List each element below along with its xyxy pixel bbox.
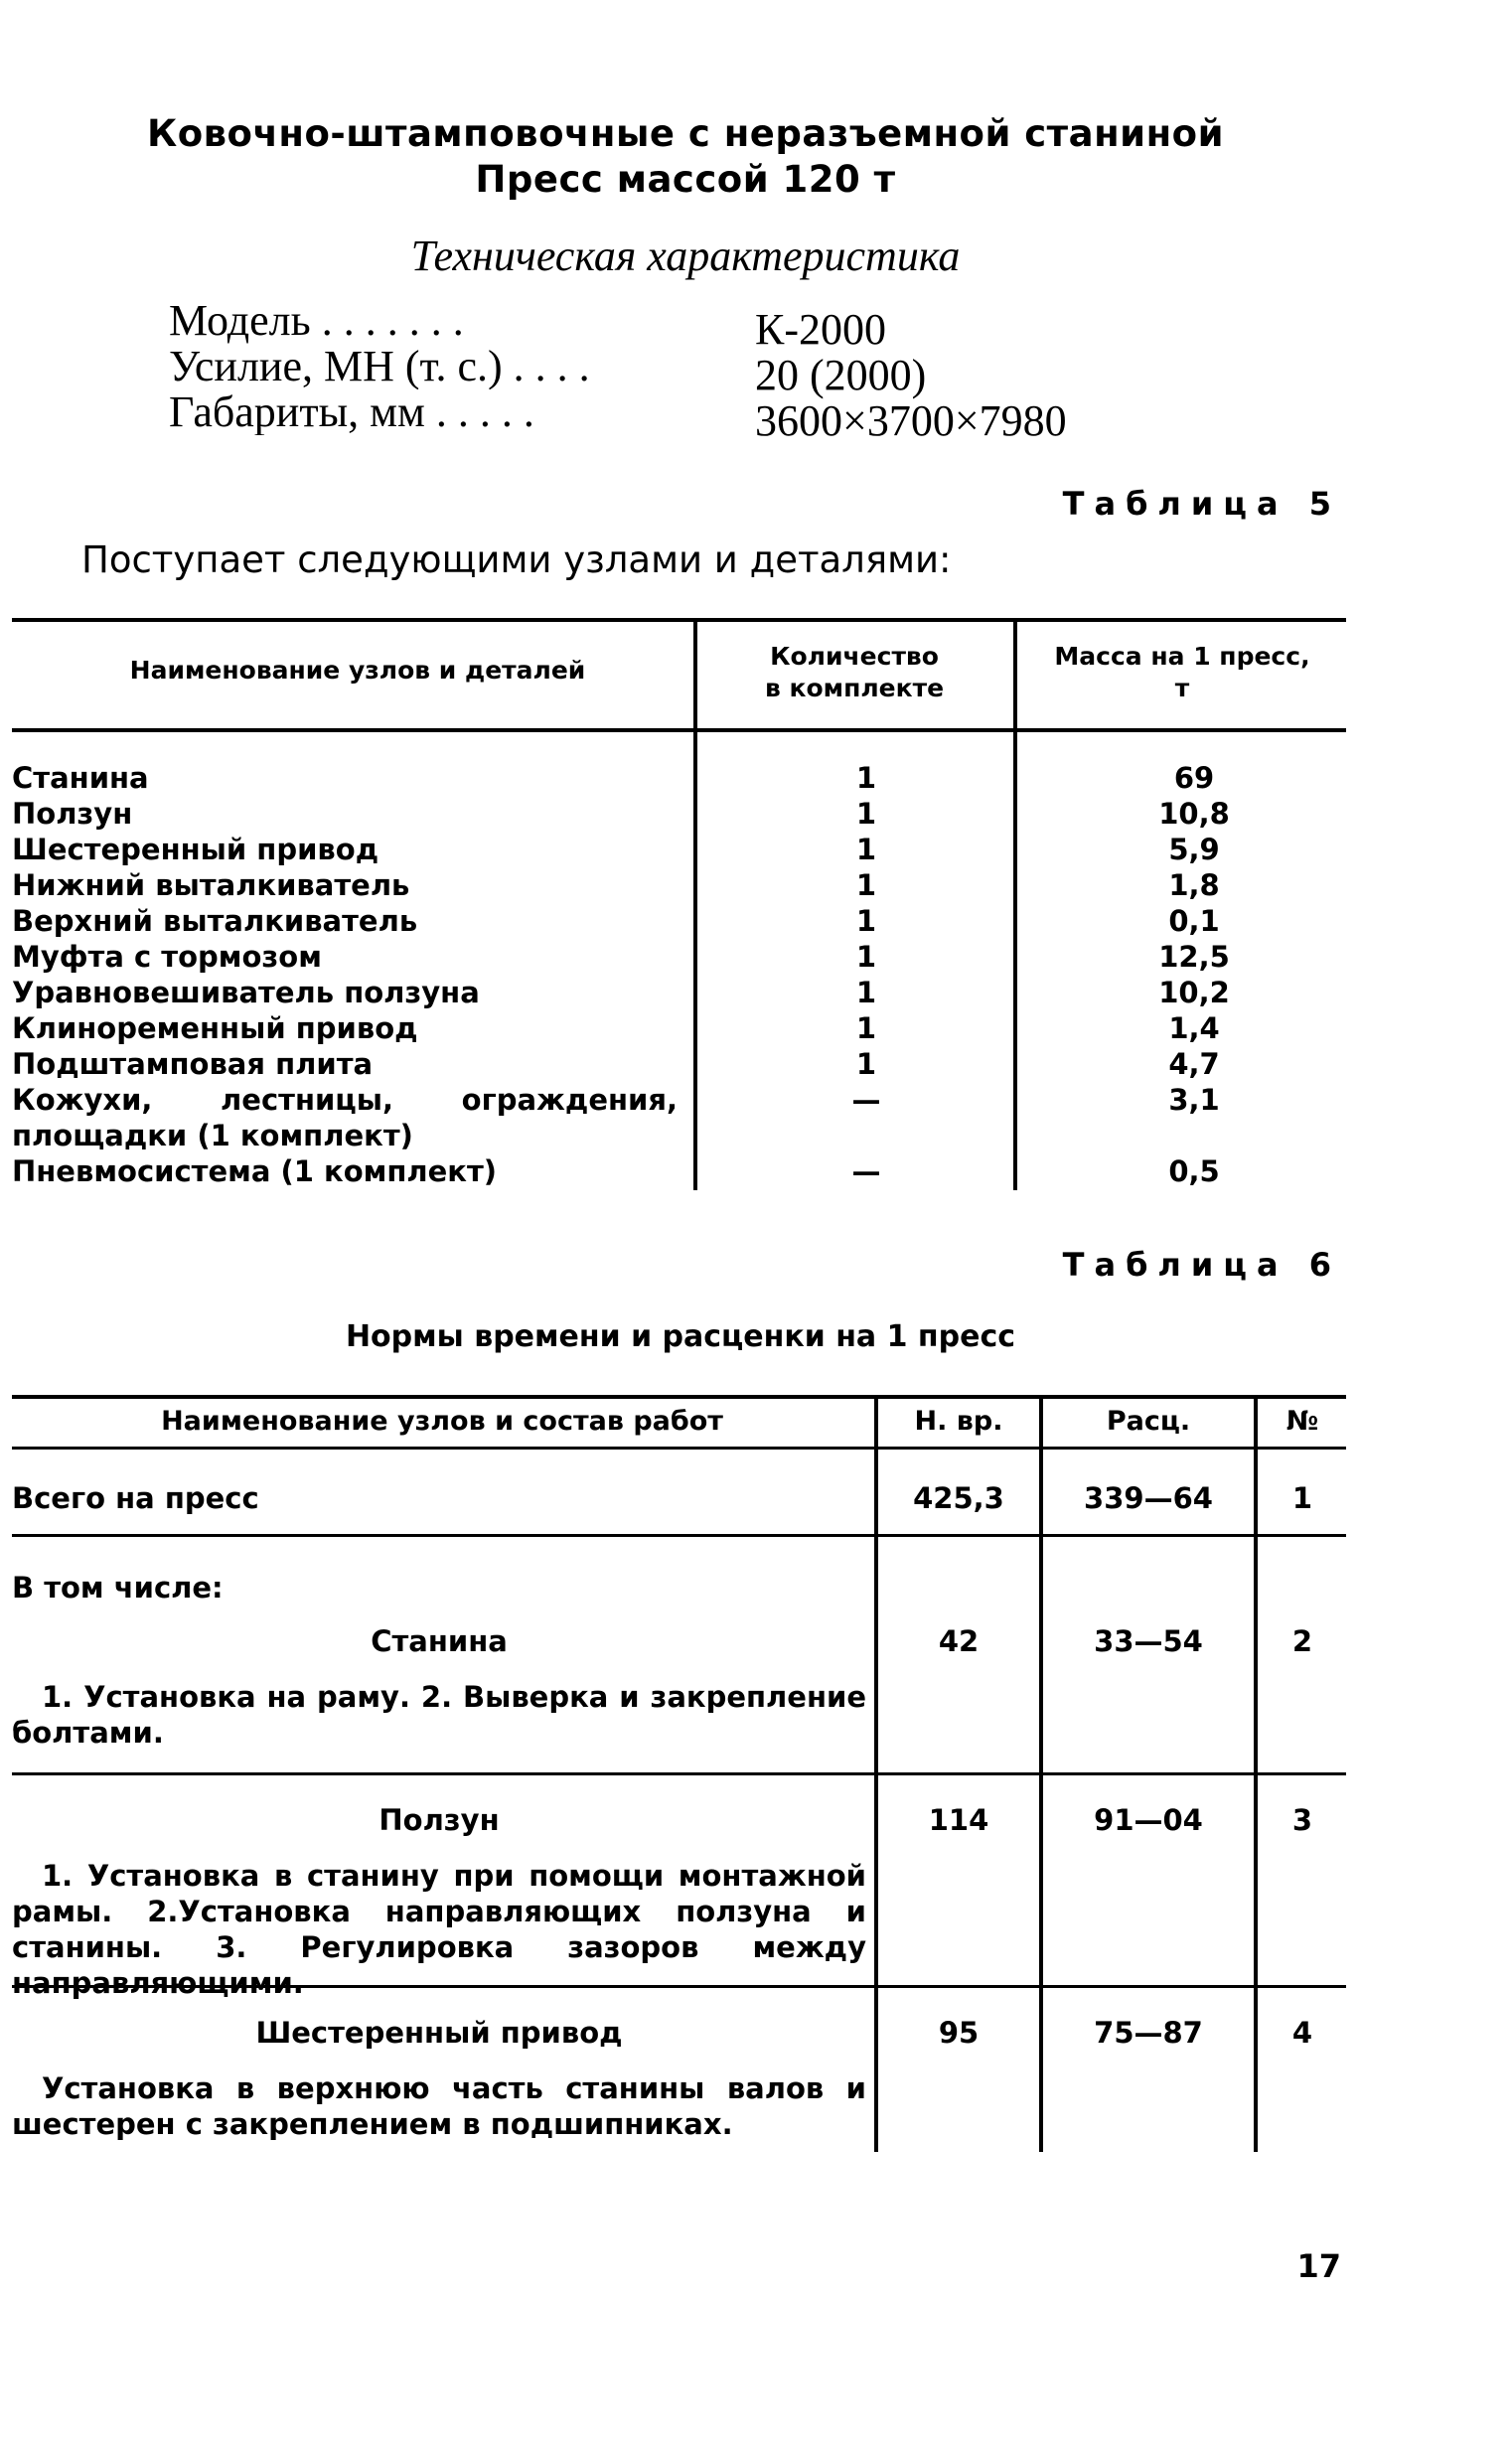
row-qty: 1 xyxy=(855,761,877,795)
row-qty: 1 xyxy=(855,1047,877,1081)
page-number: 17 xyxy=(1296,2247,1341,2285)
group-num: 2 xyxy=(1291,1624,1313,1658)
spec-value: 3600×3700×7980 xyxy=(755,396,1067,445)
spec-value: К-2000 xyxy=(755,305,886,354)
table5-header-rule xyxy=(12,728,1346,732)
row-mass: 10,8 xyxy=(1158,797,1230,831)
group-num: 3 xyxy=(1291,1803,1313,1837)
spec-row-dimensions xyxy=(169,389,1067,444)
spec-label: Габариты, мм . . . . . xyxy=(169,389,534,435)
group-time: 42 xyxy=(938,1624,980,1658)
group-title: Шестеренный привод xyxy=(255,2016,623,2050)
table5-top-rule xyxy=(12,618,1346,622)
group-title: Станина xyxy=(371,1624,508,1658)
row-qty: — xyxy=(851,1083,881,1117)
table6-col-divider-2 xyxy=(1039,1397,1043,2152)
row-name: Подштамповая плита xyxy=(12,1047,374,1081)
row-name: Верхний выталкиватель xyxy=(12,904,418,938)
row-qty: 1 xyxy=(855,1011,877,1045)
row-name: Станина xyxy=(12,761,149,795)
group-description: 1. Установка на раму. 2. Выверка и закрепление болтами. xyxy=(12,1680,866,1750)
table5-intro: Поступает следующими узлами и деталями: xyxy=(81,538,952,581)
row-name: Ползун xyxy=(12,797,133,831)
row-mass: 1,4 xyxy=(1168,1011,1220,1045)
group-time: 114 xyxy=(928,1803,989,1837)
row-name: Муфта с тормозом xyxy=(12,940,322,974)
row-mass: 0,1 xyxy=(1168,904,1220,938)
table5-col-divider-2 xyxy=(1013,622,1017,1190)
table6-caption: Нормы времени и расценки на 1 пресс xyxy=(345,1319,1016,1354)
row-mass: 5,9 xyxy=(1168,833,1220,866)
group-time: 95 xyxy=(938,2016,980,2050)
table6-header-rule xyxy=(12,1447,1346,1450)
table5-header-qty-line1: Количество xyxy=(770,642,939,671)
table6-col-divider-3 xyxy=(1254,1397,1258,2152)
table6-header-price: Расц. xyxy=(1106,1406,1191,1437)
table5-label: Таблица 5 xyxy=(1062,485,1341,523)
row-name: Нижний выталкиватель xyxy=(12,868,410,902)
total-row-num: 1 xyxy=(1291,1481,1313,1515)
table5-header-mass-line1: Масса на 1 пресс, xyxy=(1054,642,1310,671)
table5-col-divider-1 xyxy=(693,622,697,1190)
document-title: Ковочно-штамповочные с неразъемной станиной xyxy=(146,112,1224,155)
group-price: 91—04 xyxy=(1094,1803,1203,1837)
including-label: В том числе: xyxy=(12,1571,224,1605)
row-name: Клиноременный привод xyxy=(12,1011,418,1045)
row-qty: 1 xyxy=(855,940,877,974)
technical-spec-subtitle: Техническая характеристика xyxy=(410,231,961,280)
row-qty: 1 xyxy=(855,868,877,902)
group-description: 1. Установка в станину при помощи монтажной рамы. 2.Установка направляющих ползуна и станины. 3. Регулировка зазоров между направляющими. xyxy=(12,1859,866,2000)
row-mass: 10,2 xyxy=(1158,976,1230,1009)
row-mass: 12,5 xyxy=(1158,940,1230,974)
row-mass: 69 xyxy=(1173,761,1215,795)
row-qty: 1 xyxy=(855,797,877,831)
total-row-name: Всего на пресс xyxy=(12,1481,259,1515)
table6-header-name: Наименование узлов и состав работ xyxy=(161,1406,723,1437)
row-mass: 1,8 xyxy=(1168,868,1220,902)
table6-header-time: Н. вр. xyxy=(914,1406,1003,1437)
spec-value: 20 (2000) xyxy=(755,351,927,399)
spec-label: Модель . . . . . . . xyxy=(169,298,464,344)
group-price: 33—54 xyxy=(1094,1624,1203,1658)
table5-header-mass-line2: т xyxy=(1174,674,1190,702)
row-qty: 1 xyxy=(855,976,877,1009)
table6-header-num: № xyxy=(1285,1406,1319,1437)
total-row-time: 425,3 xyxy=(913,1481,1004,1515)
row-qty: 1 xyxy=(855,833,877,866)
row-name: Шестеренный привод xyxy=(12,833,379,866)
group-title: Ползун xyxy=(378,1803,500,1837)
table5-header-qty-line2: в комплекте xyxy=(764,674,945,702)
spec-label: Усилие, МН (т. с.) . . . . xyxy=(169,344,590,389)
table5-header-name: Наименование узлов и деталей xyxy=(129,656,586,685)
row-mass: 3,1 xyxy=(1168,1083,1220,1117)
total-row-price: 339—64 xyxy=(1084,1481,1213,1515)
row-qty: 1 xyxy=(855,904,877,938)
group-description: Установка в верхнюю часть станины валов и шестерен с закреплением в подшипниках. xyxy=(12,2071,866,2141)
table6-group-rule-1 xyxy=(12,1772,1346,1775)
row-name: Кожухи, лестницы, ограждения, площадки (1 комплект) xyxy=(12,1083,678,1152)
group-price: 75—87 xyxy=(1094,2016,1203,2050)
group-num: 4 xyxy=(1291,2016,1313,2050)
table6-col-divider-1 xyxy=(874,1397,878,2152)
table6-top-rule xyxy=(12,1395,1346,1399)
document-title-secondary: Пресс массой 120 т xyxy=(475,158,896,201)
row-mass: 4,7 xyxy=(1168,1047,1220,1081)
table6-label: Таблица 6 xyxy=(1062,1246,1341,1284)
row-name: Пневмосистема (1 комплект) xyxy=(12,1154,498,1188)
table6-total-rule xyxy=(12,1534,1346,1537)
row-name: Уравновешиватель ползуна xyxy=(12,976,480,1009)
row-mass: 0,5 xyxy=(1168,1154,1220,1188)
row-qty: — xyxy=(851,1154,881,1188)
